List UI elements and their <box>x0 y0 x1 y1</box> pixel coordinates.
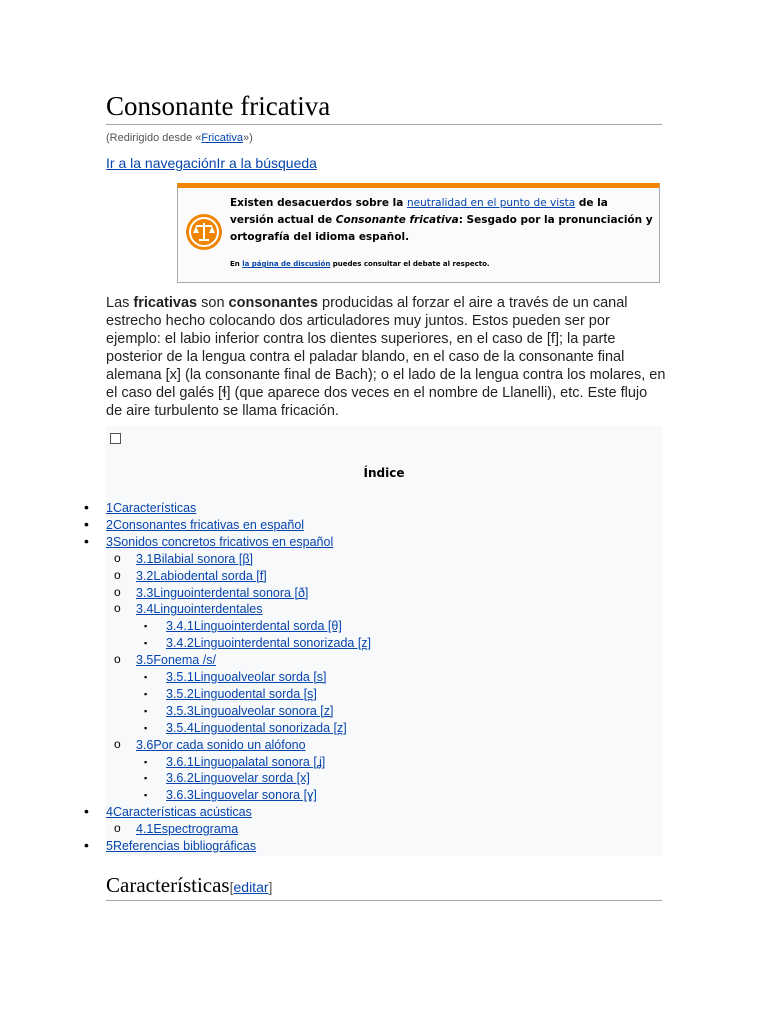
toc-label: Linguovelar sonora [ɣ] <box>193 788 317 803</box>
toc-label: Fonema /s/ <box>153 653 216 668</box>
toc-number: 3.2 <box>136 568 154 583</box>
toc-bullet: • <box>84 837 89 853</box>
toc-number: 3.3 <box>136 585 154 600</box>
toc-label: Características <box>112 501 197 515</box>
toc-link[interactable] <box>106 518 304 532</box>
toc-item[interactable] <box>144 754 326 770</box>
discussion-page-link[interactable]: la página de discusión <box>242 260 331 268</box>
toc-number: 1 <box>106 501 113 515</box>
jump-links <box>106 155 317 171</box>
toc-link[interactable] <box>166 771 310 785</box>
redirect-link[interactable]: Fricativa <box>201 132 243 144</box>
toc-link[interactable] <box>166 704 334 718</box>
edit-section: [editar] <box>229 879 273 895</box>
scales-icon <box>186 214 222 250</box>
toc-number: 4.1 <box>136 822 154 837</box>
toc-label: Linguodental sorda [s̪] <box>193 686 317 701</box>
toc-number: 3.6.3 <box>166 788 194 803</box>
toc-bullet: • <box>84 532 89 549</box>
toc-link[interactable] <box>166 721 347 735</box>
toc-number: 3.4 <box>136 602 154 617</box>
toc-label: Linguovelar sorda [x] <box>193 771 310 786</box>
toc-bullet: ▪ <box>144 705 148 716</box>
toc-link[interactable] <box>166 636 371 650</box>
toc-number: 3.4.1 <box>166 619 194 634</box>
toc-bullet: ▪ <box>144 756 148 767</box>
toc-label: Características acústicas <box>112 805 252 820</box>
toc-bullet: ▪ <box>144 688 148 699</box>
toc-bullet: o <box>114 584 121 599</box>
toc-label: Linguodental sonorizada [z̪] <box>193 720 347 735</box>
toc-number: 2 <box>106 517 113 532</box>
toc-bullet: o <box>114 601 121 616</box>
toc-item[interactable] <box>144 720 347 736</box>
toc-label: Linguointerdentales <box>153 602 263 617</box>
toc-label: Linguoalveolar sorda [s] <box>193 670 327 684</box>
toc-number: 3.6 <box>136 737 154 752</box>
toc-number: 3 <box>106 534 113 549</box>
neutrality-notice <box>177 183 660 283</box>
toc-number: 4 <box>106 805 113 820</box>
toc-item[interactable] <box>144 618 342 634</box>
toc-label: Sonidos concretos fricativos en español <box>112 534 334 549</box>
toc-bullet: ▪ <box>144 722 148 733</box>
toc-bullet: o <box>114 652 121 667</box>
toc-item[interactable] <box>144 635 372 651</box>
toc-item[interactable] <box>144 686 317 702</box>
toc-label: Linguointerdental sonorizada [z̪] <box>193 636 372 651</box>
toc-label: Linguointerdental sorda [θ] <box>193 619 342 634</box>
toc-link[interactable] <box>136 653 216 667</box>
toc-bullet: • <box>84 803 89 820</box>
toc-link[interactable] <box>106 501 196 515</box>
toc-item[interactable] <box>114 550 253 567</box>
toc-label: Por cada sonido un alófono <box>153 737 306 752</box>
toc-bullet: ▪ <box>144 672 148 682</box>
toc-link[interactable] <box>166 670 327 684</box>
toc-number: 3.5.4 <box>166 720 194 735</box>
toc-item[interactable] <box>144 770 310 786</box>
toc-bullet: • <box>84 499 89 515</box>
page-title: Consonante fricativa <box>106 88 662 125</box>
redirect-note: (Redirigido desde «Fricativa») <box>106 132 253 144</box>
toc-link[interactable] <box>166 755 325 769</box>
toc-bullet: ▪ <box>144 773 148 784</box>
jump-to-search-link[interactable]: Ir a la búsqueda <box>216 155 317 171</box>
neutrality-link[interactable]: neutralidad en el punto de vista <box>406 197 576 209</box>
toc-link[interactable] <box>166 687 317 701</box>
notice-text: Existen desacuerdos sobre la neutralidad en el punto de vista de la versión actual de Consonante fricativa: Sesgado por la pronunciación y ortografía del idioma español. <box>230 197 653 243</box>
toc-number: 3.6.2 <box>166 771 194 786</box>
toc-number: 3.1 <box>136 551 154 566</box>
toc-item[interactable] <box>114 821 239 837</box>
toc-item[interactable] <box>84 515 305 533</box>
toc-bullet: • <box>84 515 89 532</box>
toc-label: Linguopalatal sonora [ʝ] <box>193 754 326 769</box>
toc-toggle-checkbox[interactable] <box>110 433 121 444</box>
toc-label: Espectrograma <box>153 822 239 837</box>
toc-item[interactable] <box>144 787 317 803</box>
toc-item[interactable] <box>114 652 216 668</box>
toc-item[interactable] <box>114 736 306 753</box>
toc-item[interactable] <box>84 532 334 550</box>
toc-item[interactable] <box>84 837 257 854</box>
toc-label: Bilabial sonora [β] <box>153 551 253 566</box>
toc-number: 5 <box>106 839 113 853</box>
toc-bullet: o <box>114 821 121 836</box>
toc-link[interactable] <box>136 602 263 616</box>
section-heading-caracteristicas: Características[editar] <box>106 872 662 901</box>
toc-number: 3.5.1 <box>166 670 194 684</box>
toc-item[interactable] <box>114 567 267 584</box>
toc-label: Linguointerdental sonora [ð] <box>153 585 309 600</box>
toc-bullet: ▪ <box>144 621 148 632</box>
notice-discussion-text: En la página de discusión puedes consultar el debate al respecto. <box>230 260 490 268</box>
toc-bullet: o <box>114 550 121 565</box>
toc-bullet: o <box>114 567 121 582</box>
toc-link[interactable] <box>136 738 306 752</box>
toc-label: Labiodental sorda [f] <box>153 568 267 583</box>
toc-number: 3.5 <box>136 653 154 668</box>
toc-title: Índice <box>363 466 405 480</box>
toc-item[interactable] <box>114 584 309 601</box>
toc-number: 3.5.3 <box>166 703 194 718</box>
toc-number: 3.4.2 <box>166 636 194 651</box>
toc-link[interactable] <box>136 552 253 566</box>
toc-label: Referencias bibliográficas <box>112 839 257 853</box>
toc-link[interactable] <box>166 788 317 802</box>
intro-paragraph: Las fricativas son consonantes producidas al forzar el aire a través de un canal estrecho hecho colocando dos articuladores muy juntos. Estos pueden ser por ejemplo: el labio inferior contra los dientes superiores, en el caso de [f]; la parte posterior de la lengua contra el paladar blando, en el caso de la consonante final alemana [x] (la consonante final de Bach); o el lado de la lengua contra los molares, en el caso del galés [ɬ] (que aparece dos veces en el nombre de Llanelli), etc. Este flujo de aire turbulento se llama fricación. <box>106 295 666 419</box>
toc-link[interactable] <box>106 805 252 819</box>
jump-to-navigation-link[interactable]: Ir a la navegación <box>106 155 217 171</box>
toc-bullet: o <box>114 736 121 751</box>
toc-label: Linguoalveolar sonora [z] <box>193 703 334 718</box>
toc-number: 3.6.1 <box>166 754 194 769</box>
toc-link[interactable] <box>136 822 238 836</box>
toc-item[interactable] <box>114 601 263 617</box>
toc-bullet: ▪ <box>144 790 148 801</box>
toc-bullet: ▪ <box>144 638 148 649</box>
toc-item[interactable] <box>144 669 327 685</box>
toc-link[interactable] <box>166 619 342 633</box>
toc-label: Consonantes fricativas en español <box>112 517 305 532</box>
toc-link[interactable] <box>136 569 267 583</box>
toc-link[interactable] <box>136 586 308 600</box>
toc-link[interactable] <box>106 535 333 549</box>
toc-link[interactable] <box>106 839 256 853</box>
toc-item[interactable] <box>84 803 252 820</box>
edit-section-link[interactable]: editar <box>233 879 269 895</box>
toc-number: 3.5.2 <box>166 686 194 701</box>
toc-item[interactable] <box>84 499 197 516</box>
table-of-contents <box>84 426 662 856</box>
toc-item[interactable] <box>144 703 334 719</box>
